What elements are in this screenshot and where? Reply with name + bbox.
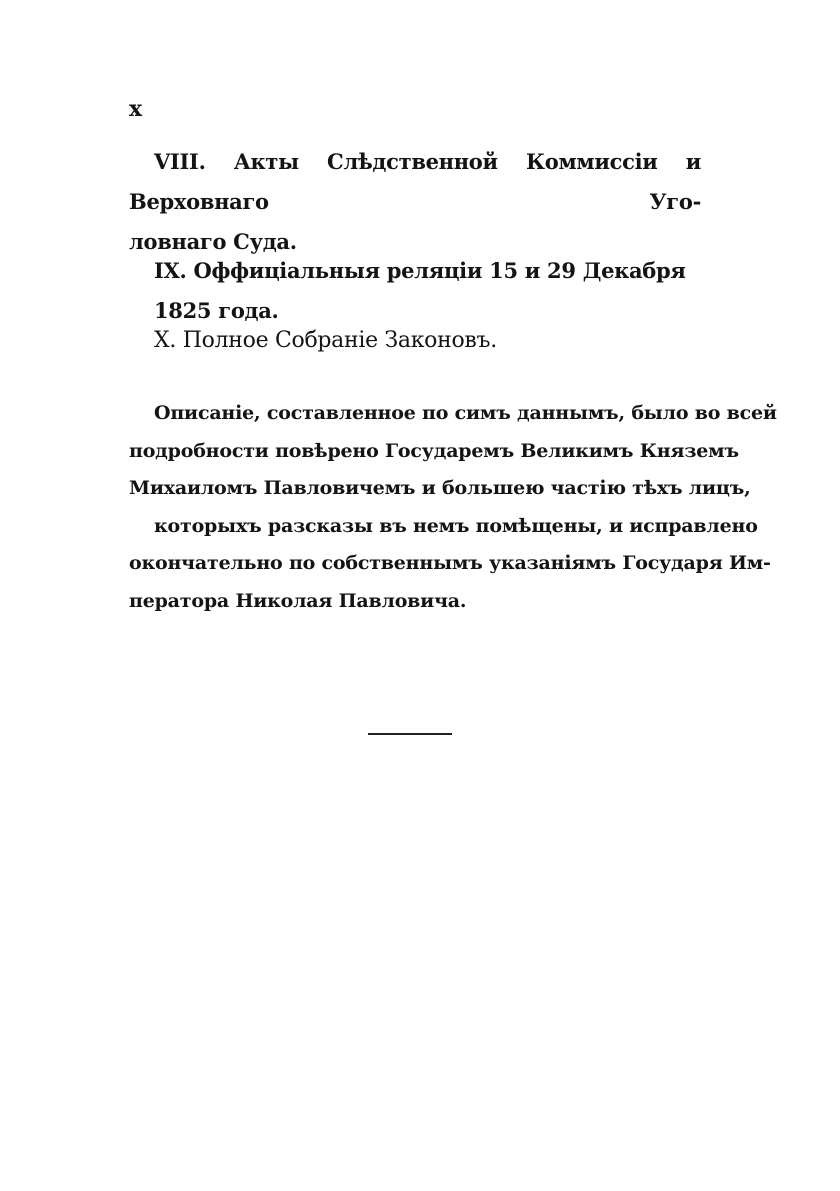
section-divider-rule	[368, 733, 452, 735]
description-line: Михаиломъ Павловичемъ и большею частію тѣхъ лицъ,	[129, 477, 751, 499]
source-entry-viii	[129, 142, 701, 262]
description-line: Описаніе, составленное по симъ даннымъ, было во всей	[154, 402, 777, 424]
description-line: окончательно по собственнымъ указаніямъ Государя Им-	[129, 552, 771, 574]
description-line: ператора Николая Павловича.	[129, 589, 467, 612]
page-number: x	[129, 96, 143, 122]
source-entry-ix: IX. Оффиціальныя реляціи 15 и 29 Декабря 1825 года.	[154, 258, 686, 323]
source-entry-viii-line-1: VIII. Акты Слѣдственной Коммиссіи и Верховнаго Уго-	[129, 149, 701, 214]
description-line: которыхъ разсказы въ немъ помѣщены, и исправлено	[154, 514, 758, 537]
source-entry-viii-line-2: ловнаго Суда.	[129, 229, 297, 254]
description-paragraph	[129, 395, 777, 620]
source-entry-x: X. Полное Собраніе Законовъ.	[154, 328, 497, 353]
description-line: подробности повѣрено Государемъ Великимъ Княземъ	[129, 439, 739, 462]
